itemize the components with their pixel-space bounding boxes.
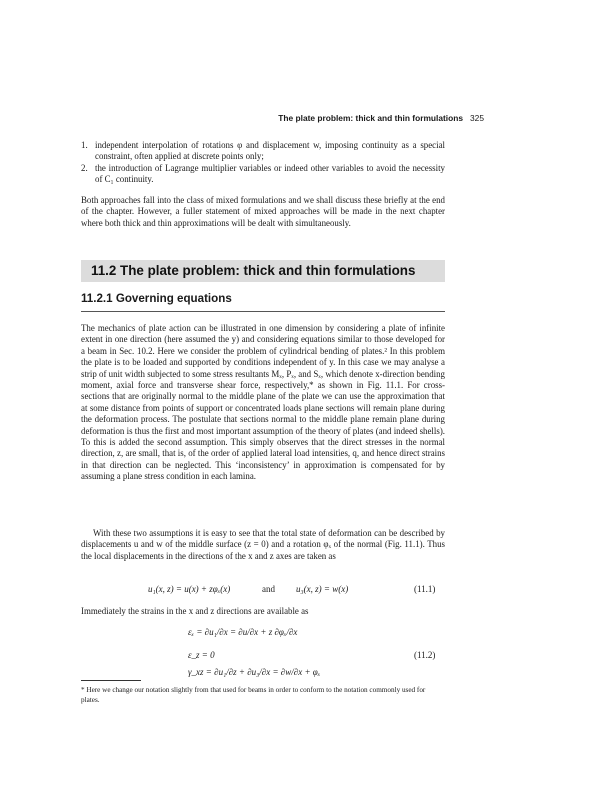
equation-line: γ_xz = ∂u₁/∂z + ∂u₃/∂x = ∂w/∂x + φₓ — [188, 667, 321, 677]
list-item — [81, 140, 445, 163]
subsection-title: 11.2.1 Governing equations — [81, 292, 232, 305]
list-text: independent interpolation of rotations φ and displacement w, imposing continuity as a special constraint, often applied at discrete points only; — [95, 140, 445, 162]
equation-number: (11.1) — [414, 584, 436, 594]
paragraph: Both approaches fall into the class of mixed formulations and we shall discuss these briefly at the end of the chapter. However, a fuller statement of mixed approaches will be made in the next chapter where both thick and thin approximations will be dealt with simultaneously. — [81, 195, 445, 228]
paragraph: Immediately the strains in the x and z directions are available as — [81, 606, 309, 616]
equation-rhs: u₃(x, z) = w(x) — [296, 584, 349, 594]
equation-line: εₓ = ∂u₁/∂x = ∂u/∂x + z ∂φₓ/∂x — [188, 627, 298, 637]
running-header — [81, 113, 484, 127]
paragraph: The mechanics of plate action can be illustrated in one dimension by considering a plate of infinite extent in one direction (here assumed the y) and considering equations similar to those developed for a beam in Sec. 10.2. Here we consider the problem of cylindrical bending of plates.² In this problem the plate is to be loaded and supported by conditions independent of y. In this case we may analyse a strip of unit width subjected to some stress resultants Mₓ, Pₓ, and Sₓ, which denote x-direction bending moment, axial force and transverse shear force, respectively,* as shown in Fig. 11.1. For cross-sections that are originally normal to the middle plane of the plate we can use the approximation that at some distance from points of support or concentrated loads plane sections will remain plane during the deformation process. The postulate that sections normal to the middle plane remain plane during deformation is thus the first and most important assumption of the theory of plates (and indeed shells). To this is added the second assumption. This simply observes that the direct stresses in the normal direction, z, are small, that is, of the order of applied lateral load intensities, q, and hence direct strains in that direction can be neglected. This ‘inconsistency’ in approximation is compensated for by assuming a plane stress condition in each lamina. — [81, 323, 445, 482]
list-number: 2. — [81, 163, 88, 173]
section-title: 11.2 The plate problem: thick and thin formulations — [91, 263, 416, 278]
list-text: the introduction of Lagrange multiplier variables or indeed other variables to avoid the necessity of C₁ continuity. — [95, 163, 445, 185]
footnote-rule — [81, 680, 141, 681]
page-number: 325 — [470, 113, 484, 123]
paragraph: With these two assumptions it is easy to see that the total state of deformation can be described by displacements u and w of the middle surface (z = 0) and a rotation φₓ of the normal (Fig. 11.1). Thus the local displacements in the directions of the x and z axes are taken as — [81, 528, 445, 561]
running-title: The plate problem: thick and thin formulations — [278, 113, 464, 123]
list-number: 1. — [81, 140, 88, 150]
equation-number: (11.2) — [414, 650, 436, 660]
equation-connector: and — [262, 584, 275, 594]
equation-lhs: u₁(x, z) = u(x) + zφₓ(x) — [148, 584, 231, 594]
footnote: * Here we change our notation slightly from that used for beams in order to conform to the notation commonly used for plates. — [81, 686, 426, 704]
equation-line: ε_z = 0 — [188, 650, 215, 660]
list-item — [81, 163, 445, 186]
subsection-rule — [81, 311, 445, 312]
